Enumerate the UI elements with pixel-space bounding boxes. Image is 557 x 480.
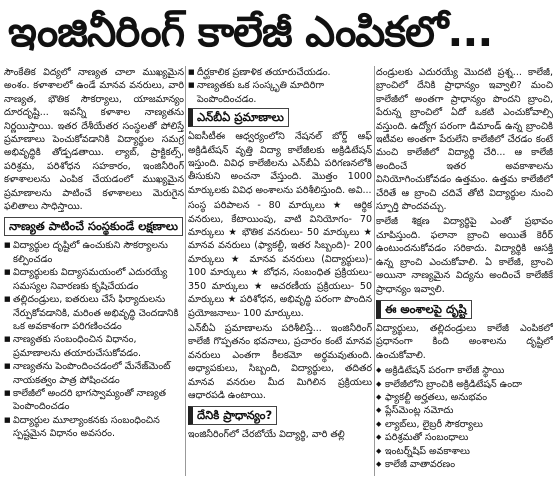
headline: ఇంజినీరింగ్ కాలేజీ ఎంపికలో... xyxy=(8,7,493,56)
list-item: ■ కాలేజీలో అందరి భాగస్వామ్యంతో నాణ్యత పెంపొందించడం xyxy=(4,387,184,414)
nba-marks: సంస్థ పరిపాలన - 80 మార్కులు ★ ఆర్థిక వనరులు, కేటాయింపు, వాటి వినియోగం- 70 మార్కులు ★ భౌతిక వనరులు- 50 మార్కులు ★ మానవ వనరులు (ఫ్యాకల్టీ, ఇతర సిబ్బంది)- 200 మార్కులు ★ మానవ వనరులు (విద్యార్థులు)- 100 మార్కులు ★ బోధన, సంబంధిత ప్రక్రియలు- 350 మార్కులు ★ ఆచరణీయ ప్రక్రియలు- 50 మార్కులు ★ పరిశోధన, అభివృద్ధి పరంగా పొందిన ప్రయోజనాలు- 100 మార్కులు. xyxy=(188,200,372,319)
list-item: ◆ ఫ్యాకల్టీ అర్హతలు, అనుభవం xyxy=(376,391,553,404)
list-item: ◆ ల్యాబ్‌లు, లైబ్రరీ సౌకర్యాలు xyxy=(376,418,553,431)
list-item: ■ తల్లిదండ్రులు, ఐతరులు చేసే ఫిర్యాదులను నేర్పుకోవడానికి, మరింత అభివృద్ధి చెందడానికి ఒక అవకాశంగా పరిగణించడం xyxy=(4,293,184,333)
list-item: ■ విద్యార్థుల మూల్యాంకనకు సంబంధించిన స్పష్టమైన విధానం అవసరం. xyxy=(4,414,184,441)
column-1-intro: సౌంకేతిక విద్యలో నాణ్యత చాలా ముఖ్యమైన అంశం. కళాశాలలో ఉండే మానవ వనరులు, వారి నాణ్యత, భౌతిక సౌకర్యాలు, యాజమాన్యం దూరదృష్టి... ఇవన్నీ కళాశాల నాణ్యతను నిర్ణయిస్తాయి. ఇతర దేశీయేతర సంస్థలతో పోలిస్తే ప్రమాణాలు పెంచుకోవడానికి విద్యార్థుల సమగ్ర అభివృద్ధికి తోడ్పడతాయి. ల్యాబ్, ప్రాక్టికల్స్, పరిశ్రమ, పరిశోధన సహకారం, ఇంజినీరింగ్ కళాశాలలను ఎంపిక చేయడంలో ముఖ్యమైన ప్రమాణాలను పాటించే కళాశాలలు మెరుగైన ఫలితాలు సాధిస్తాయి. xyxy=(4,67,184,213)
column-divider xyxy=(185,66,186,476)
list-item: ◆ పరిశ్రమతో సంబంధాలు xyxy=(376,431,553,444)
focus-subheading: ఈ అంశాలపై దృష్టి xyxy=(376,300,472,319)
column-3-body-2: కాలేజీ శిక్షణ విద్యార్థిపై ఎంతో ప్రభావం చూపిస్తుంది. ఫలానా బ్రాంచి అయితే కెరీర్ ఉంటుందనుకోవడం సరికాదు. విద్యార్థికి ఆసక్తి ఉన్న బ్రాంచి ఎంచుకోవాలి. ఏ కాలేజీ, బ్రాంచి అయినా నాణ్యమైన విద్యను అందించే కాలేజీకే ప్రాధాన్యం ఇవ్వాలి. xyxy=(376,216,553,295)
column-2-top-list xyxy=(188,66,372,106)
priority-subheading: దేనికి ప్రాధాన్యం? xyxy=(188,406,277,425)
list-item: ■ నాణ్యతకు ఒక సంస్కృతి మాదిరిగా పెంపొందించడం. xyxy=(188,79,372,106)
list-item: ◆ ప్లేస్‌మెంట్ల నమోదు xyxy=(376,404,553,417)
list-item: ■ దీర్ఘకాలిక ప్రణాళిక తయారుచేయడం. xyxy=(188,66,372,79)
list-item: ■ నాణ్యతకు సంబంధించిన విధానం, ప్రమాణాలను తయారుచేసుకోవడం. xyxy=(4,333,184,360)
list-item: ◆ కాలేజీలోని బ్రాంచికి అక్రిడిటేషన్ ఉందా xyxy=(376,378,553,391)
list-item: ■ నాణ్యతను పెంపొందించడంలో మేనేజ్‌మెంట్ నాయకత్వం పాత్ర పోషించడం xyxy=(4,360,184,387)
column-divider xyxy=(374,66,375,476)
list-item: ■ విద్యార్థులకు విద్యాసమయంలో ఎదురయ్యే సమస్యల నివారణకు కృషిచేయడం xyxy=(4,266,184,293)
list-item: ◆ ఇంటర్న్‌షిప్ అవకాశాలు xyxy=(376,445,553,458)
focus-body: విద్యార్థులు, తల్లిదండ్రులు కాలేజీ ఎంపికలో ప్రధానంగా కింది అంశాలను దృష్టిలో ఉంచుకోవాలి. xyxy=(376,322,553,361)
column-3 xyxy=(376,66,553,476)
column-2 xyxy=(188,66,372,476)
nba-after: ఎన్‌బీఏ ప్రమాణాలను పరిశీలిస్తే... ఇంజినీరింగ్ కాలేజీ గొప్పతనం భవనాలు, ప్రచారం కంటే మానవ వనరులు ఎంతగా కీలకమో అర్థమవుతుంది. అధ్యాపకులు, సిబ్బంది, విద్యార్థులు, తదితర మానవ వనరుల మీద మిగిలిన ప్రక్రియలు ఆధారపడి ఉంటాయి. xyxy=(188,322,372,401)
list-item: ■ విద్యార్థుల దృష్టిలో ఉంచుకుని సౌకర్యాలను కల్పించడం xyxy=(4,239,184,266)
list-item: ◆ కాలేజీ వాతావరణం xyxy=(376,458,553,471)
quality-traits-list xyxy=(4,239,184,440)
list-item: ◆ అక్రిడిటేషన్ పరంగా కాలేజీ స్థాయి xyxy=(376,364,553,377)
column-1 xyxy=(4,66,184,476)
nba-body: ఏఐసీటీఈ ఆధ్వర్యంలోని నేషనల్ బోర్డ్ ఆఫ్ అక్రిడిటేషన్ వృత్తి విద్యా కాలేజీలకు అక్రిడిటేషన్ ఇస్తుంది. వివిధ కాలేజీలను ఎన్‌బీఏ పరిగణనలోకి తీసుకుని అంచనా వేస్తుంది. మొత్తం 1000 మార్కులకు వివిధ అంశాలను పరిశీలిస్తుంది. అవి... xyxy=(188,131,372,196)
column-1-subheading: నాణ్యత పాటించే సంస్థకుండే లక్షణాలు xyxy=(4,217,183,236)
focus-list xyxy=(376,364,553,471)
column-3-body-1: దండ్రులకు ఎదురయ్యే మొదటి ప్రశ్న... కాలేజీ, బ్రాంచిలో దేనికి ప్రాధాన్యం ఇవ్వాలి? మంచి కాలేజీలో అంతగా ప్రాధాన్యం పొందని బ్రాంచి, పేరున్న బ్రాంచిలో ఏదో ఒకటి ఎంచుకోవాల్సి వస్తుంది. ఉద్యోగ పరంగా డిమాండ్ ఉన్న బ్రాంచికి ఇటీవల అంతగా పేరులేని కాలేజీలో చేరడం కంటే మంచి కాలేజీలో విద్యార్థి చేరి... ఆ కాలేజీ అందించే ఇతర అవకాశాలను వినియోగించుకోవడం ఉత్తమం. ఉత్తమ కాలేజీలో చేరితే ఆ బ్రాంచి చదివే తోటి విద్యార్థుల నుంచి స్ఫూర్తి పొందవచ్చు. xyxy=(376,67,553,213)
priority-body: ఇంజినీరింగ్‌లో చేరబోయే విద్యార్థి, వారి తల్లి xyxy=(188,429,345,441)
nba-standards-subheading: ఎన్‌బీఏ ప్రమాణాలు xyxy=(188,108,289,127)
